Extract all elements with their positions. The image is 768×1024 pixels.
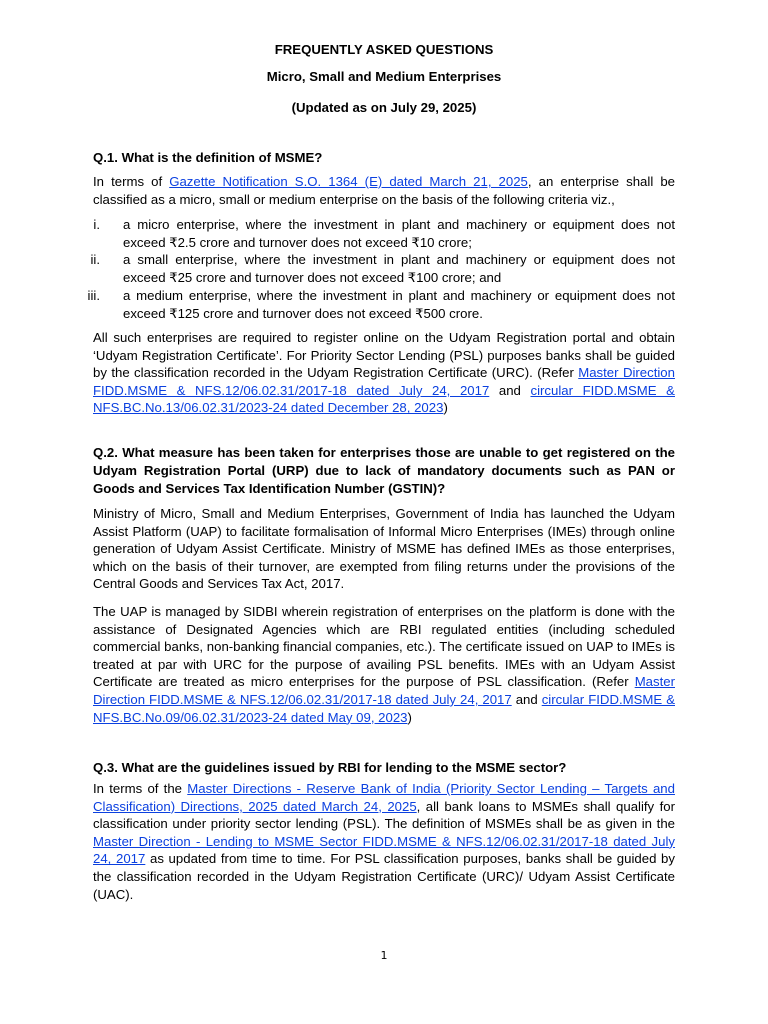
master-direction-link[interactable]: Master Direction FIDD.MSME & NFS.12/06.02.31/2017-18 dated July 24, 2017 bbox=[93, 365, 675, 398]
q1-intro bbox=[93, 173, 675, 208]
list-item-number: ii. bbox=[90, 252, 100, 267]
circular-link[interactable]: circular FIDD.MSME & NFS.BC.No.13/06.02.31/2023-24 dated December 28, 2023 bbox=[93, 382, 675, 416]
list-item: a small enterprise, where the investment in plant and machinery or equipment does not exceed ₹25 crore and turnover does not exceed ₹100 crore; and bbox=[123, 252, 675, 285]
master-direction-link[interactable]: Master Direction FIDD.MSME & NFS.12/06.02.31/2017-18 dated July 24, 2017 bbox=[93, 674, 675, 707]
q2-close-text: ) bbox=[407, 709, 412, 725]
q1-intro-text: In terms of bbox=[93, 174, 170, 189]
q3-text-start: In terms of the bbox=[93, 781, 188, 796]
q3-question: Q.3. What are the guidelines issued by RBI for lending to the MSME sector? bbox=[93, 760, 567, 775]
list-item-number: iii. bbox=[87, 288, 100, 303]
q2-para1-text: Ministry of Micro, Small and Medium Enterprises, Government of India has launched the Udyam Assist Platform (UAP) to facilitate formalisation of Informal Micro Enterprises (IMEs) through online generation of Udyam Assist Certificate. Ministry of MSME has defined IMEs as those enterprises, which on the basis of their turnover, are exempted from filing returns under the provisions of the Central Goods and Services Tax Act, 2017. bbox=[93, 506, 675, 592]
q1-heading bbox=[93, 149, 675, 167]
q3-text-end: as updated from time to time. For PSL classification purposes, banks shall be guided by the classification recorded in the Udyam Registration Certificate (URC)/ Udyam Assist Certificate (UAC). bbox=[93, 851, 675, 902]
q2-question: Q.2. What measure has been taken for enterprises those are unable to get registered on the Udyam Registration Portal (URP) due to lack of mandatory documents such as PAN or Goods and Services Tax Identification Number (GSTIN)? bbox=[93, 445, 675, 496]
document-subtitle: Micro, Small and Medium Enterprises bbox=[266, 69, 502, 84]
updated-date: (Updated as on July 29, 2025) bbox=[291, 100, 477, 115]
document-title: FREQUENTLY ASKED QUESTIONS bbox=[274, 42, 494, 57]
q1-para-text: All such enterprises are required to register online on the Udyam Registration portal and obtain ‘Udyam Registration Certificate’. For Priority Sector Lending (PSL) purposes banks shall be guided by the classification recorded in the Udyam Registration Certificate (URC). (Refer bbox=[93, 330, 675, 381]
q2-para2-text: The UAP is managed by SIDBI wherein registration of enterprises on the platform is done with the assistance of Designated Agencies which are RBI regulated entities (including scheduled commercial banks, non-banking financial companies, etc.). The certificate issued on UAP to IMEs is treated at par with URC for the purpose of availing PSL benefits. IMEs with an Udyam Assist Certificate are treated as micro enterprises for the purpose of PSL classification. (Refer bbox=[93, 604, 675, 690]
psl-directions-link[interactable]: Master Directions - Reserve Bank of India (Priority Sector Lending – Targets and Classification) Directions, 2025 dated March 24, 2025 bbox=[93, 781, 675, 814]
msme-lending-direction-link[interactable]: Master Direction - Lending to MSME Sector FIDD.MSME & NFS.12/06.02.31/2017-18 dated July 24, 2017 bbox=[93, 833, 675, 867]
page-number: 1 bbox=[380, 949, 388, 962]
q2-heading bbox=[93, 444, 675, 498]
q2-and-text: and bbox=[511, 691, 542, 707]
q1-question: Q.1. What is the definition of MSME? bbox=[93, 150, 323, 165]
q2-paragraph-2 bbox=[93, 603, 675, 726]
q1-paragraph bbox=[93, 329, 675, 417]
q3-text-mid: , all bank loans to MSMEs shall qualify for classification under priority sector lending (PSL). The definition of MSMEs shall be as given in the bbox=[93, 798, 675, 832]
list-item: a medium enterprise, where the investment in plant and machinery or equipment does not exceed ₹125 crore and turnover does not exceed ₹500 crore. bbox=[123, 288, 675, 321]
circular-link[interactable]: circular FIDD.MSME & NFS.BC.No.09/06.02.31/2023-24 dated May 09, 2023 bbox=[93, 691, 675, 725]
list-item-number: i. bbox=[93, 217, 100, 232]
q3-paragraph bbox=[93, 780, 675, 903]
list-item: a micro enterprise, where the investment in plant and machinery or equipment does not exceed ₹2.5 crore and turnover does not exceed ₹10 crore; bbox=[123, 217, 675, 250]
gazette-notification-link[interactable]: Gazette Notification S.O. 1364 (E) dated March 21, 2025 bbox=[169, 174, 528, 189]
q1-close-text: ) bbox=[443, 400, 448, 416]
q2-paragraph-1 bbox=[93, 505, 675, 593]
q3-heading bbox=[93, 759, 675, 777]
q1-intro-text-end: , an enterprise shall be classified as a micro, small or medium enterprise on the basis of the following criteria viz., bbox=[93, 174, 675, 207]
q1-and-text: and bbox=[489, 382, 531, 398]
